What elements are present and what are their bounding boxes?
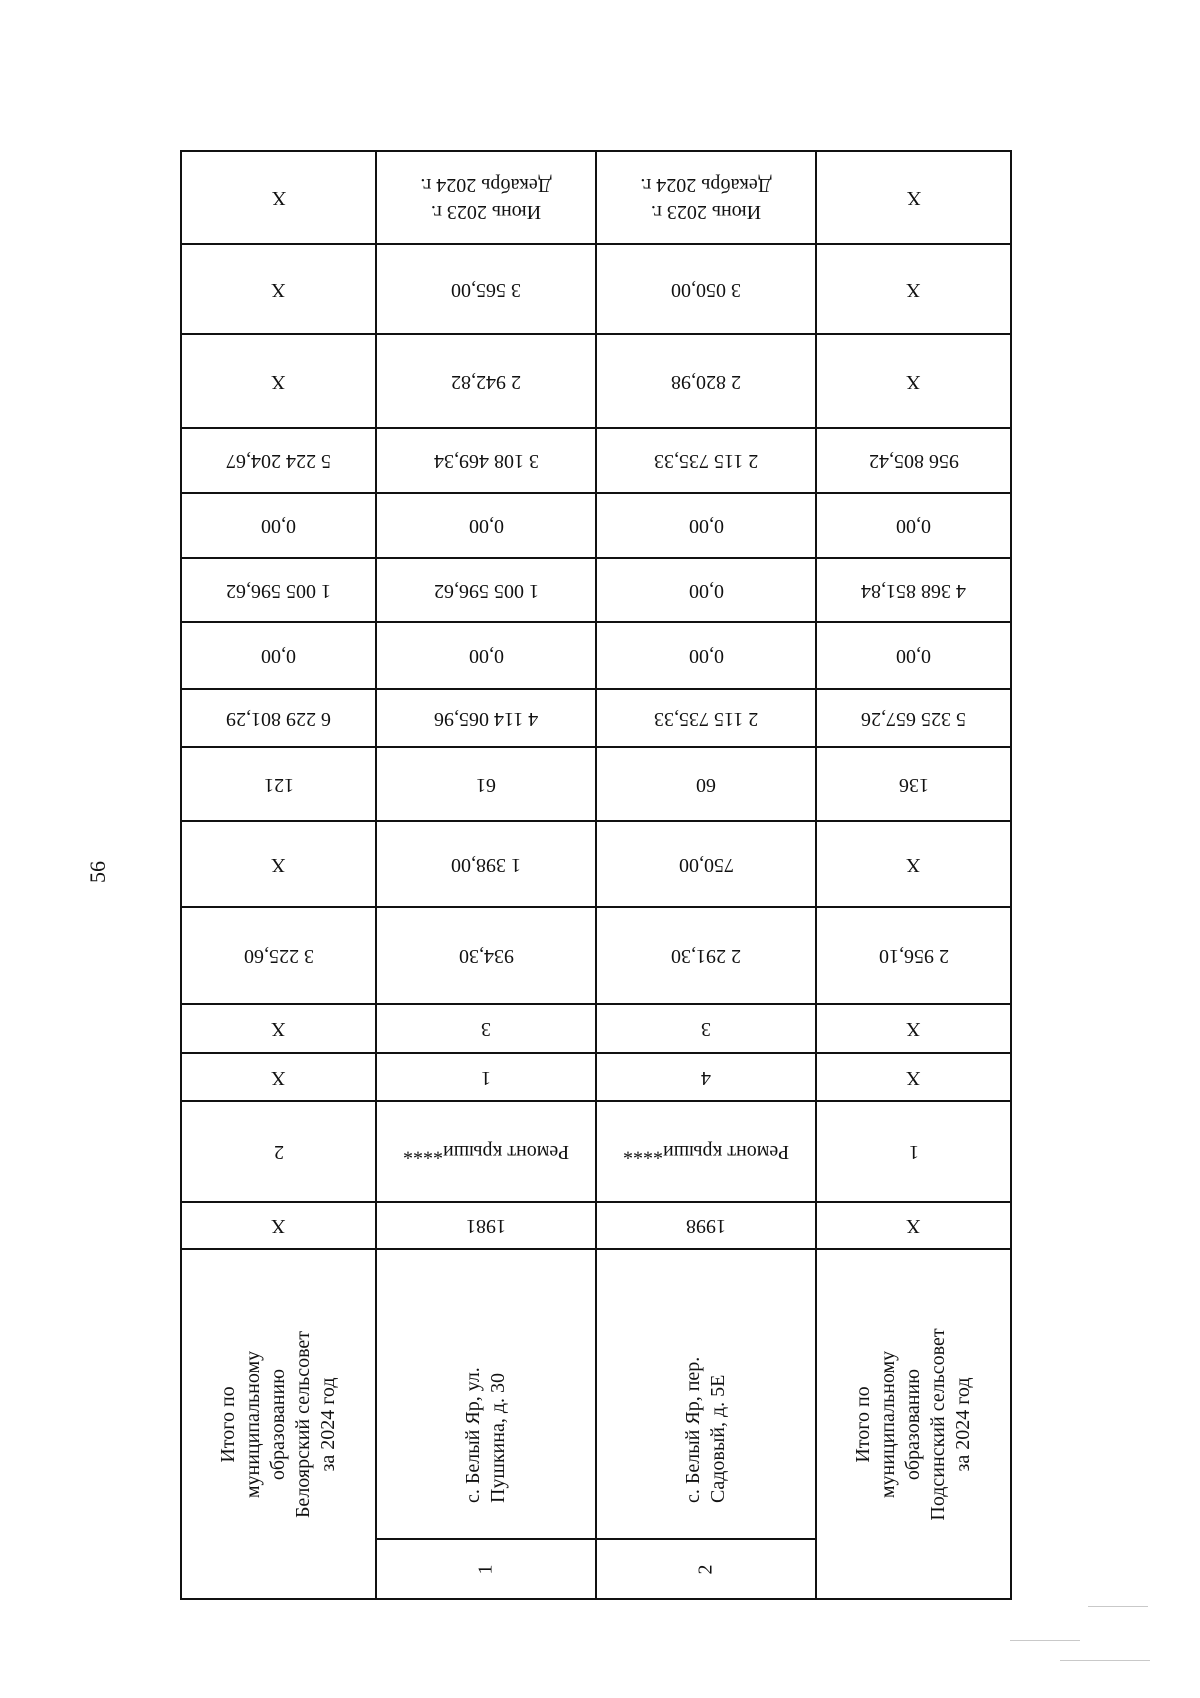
- table-cell-c11: 4 368 851,84: [861, 579, 966, 602]
- table-cell-c4: 4: [701, 1066, 711, 1089]
- table-cell-c12: 0,00: [688, 515, 724, 537]
- table-cell-c12: 0,00: [468, 515, 504, 537]
- table-cell-c9: 6 229 801,29: [226, 707, 331, 730]
- table-cell-c14: 2 942,82: [451, 370, 521, 393]
- table-cell-c11: 0,00: [688, 579, 724, 602]
- table-cell-c11: 1 005 596,62: [226, 579, 331, 602]
- table-cell-c13: 3 108 469,34: [433, 450, 539, 472]
- table-cell-c15: X: [906, 278, 921, 301]
- table-cell-c6: 2 291,30: [671, 945, 741, 967]
- table-cell-c14: 2 820,98: [671, 370, 741, 393]
- table-cell-c15: 3 565,00: [451, 278, 521, 301]
- table-cell-c5: X: [271, 1018, 286, 1040]
- table-cell-c6: 3 225,60: [243, 945, 314, 967]
- table-cell-row-number: 1: [474, 1564, 497, 1574]
- table-cell-c10: 0,00: [468, 645, 504, 667]
- table-cell-c4: X: [271, 1066, 286, 1089]
- table-cell-c16: X: [271, 187, 286, 209]
- table-cell-year: X: [906, 1215, 921, 1237]
- table-cell-c8: 136: [898, 773, 929, 796]
- table-cell-c13: 956 805,42: [868, 450, 959, 472]
- table-cell-c4: 1: [481, 1066, 491, 1089]
- table-cell-c12: 0,00: [896, 515, 931, 537]
- table-cell-c12: 0,00: [261, 515, 296, 537]
- table-cell-c16: Июнь 2023 г. Декабрь 2024 г.: [640, 173, 772, 223]
- table-cell-c10: 0,00: [261, 645, 296, 667]
- table-cell-c15: X: [271, 278, 286, 301]
- page-number: 56: [85, 861, 110, 883]
- table-cell-c8: 121: [263, 773, 294, 796]
- table-cell-c5: X: [906, 1018, 921, 1040]
- table-cell-address: с. Белый Яр, ул. Пушкина, д. 30: [462, 1367, 509, 1503]
- table-cell-c4: X: [906, 1066, 921, 1089]
- table-cell-c8: 61: [476, 773, 496, 796]
- table-cell-c14: X: [271, 370, 286, 393]
- table-cell-work-type: 2: [273, 1141, 284, 1163]
- table-cell-year: 1981: [466, 1215, 506, 1237]
- table-border: [1010, 150, 1012, 1600]
- table-cell-c5: 3: [701, 1018, 711, 1040]
- table-cell-c15: 3 050,00: [671, 278, 741, 301]
- table-cell-c13: 2 115 735,33: [653, 450, 759, 472]
- table-cell-work-type: 1: [908, 1141, 919, 1163]
- table-cell-work-type: Ремонт крыши****: [402, 1141, 570, 1163]
- table-cell-address: Итого по муниципальному образованию Подсинский сельсовет за 2024 год: [852, 1327, 974, 1521]
- table-cell-c6: 934,30: [458, 945, 514, 967]
- table-cell-c9: 2 115 735,33: [653, 707, 759, 730]
- table-cell-year: 1998: [686, 1215, 726, 1237]
- table-cell-row-number: 2: [694, 1564, 717, 1574]
- table-cell-c7: X: [271, 853, 286, 876]
- table-cell-c13: 5 224 204,67: [226, 450, 331, 472]
- table-cell-c9: 4 114 065,96: [433, 707, 539, 730]
- table-cell-c16: X: [906, 187, 921, 209]
- table-cell-c9: 5 325 657,26: [861, 707, 966, 730]
- table-cell-c16: Июнь 2023 г. Декабрь 2024 г.: [420, 173, 552, 223]
- table-cell-work-type: Ремонт крыши****: [622, 1141, 790, 1163]
- table-cell-c10: 0,00: [896, 645, 931, 667]
- table-cell-c14: X: [906, 370, 921, 393]
- table-cell-c7: 1 398,00: [451, 853, 521, 876]
- table-cell-c11: 1 005 596,62: [433, 579, 539, 602]
- table-cell-c5: 3: [481, 1018, 491, 1040]
- table-cell-c6: 2 956,10: [878, 945, 949, 967]
- table-cell-c10: 0,00: [688, 645, 724, 667]
- table-cell-c7: X: [906, 853, 921, 876]
- table-cell-c8: 60: [696, 773, 716, 796]
- table-cell-c7: 750,00: [678, 853, 734, 876]
- table-cell-year: X: [271, 1215, 286, 1237]
- table-cell-address: с. Белый Яр, пер. Садовый, д. 5Е: [682, 1356, 729, 1503]
- table-cell-address: Итого по муниципальному образованию Белоярский сельсовет за 2024 год: [217, 1330, 339, 1518]
